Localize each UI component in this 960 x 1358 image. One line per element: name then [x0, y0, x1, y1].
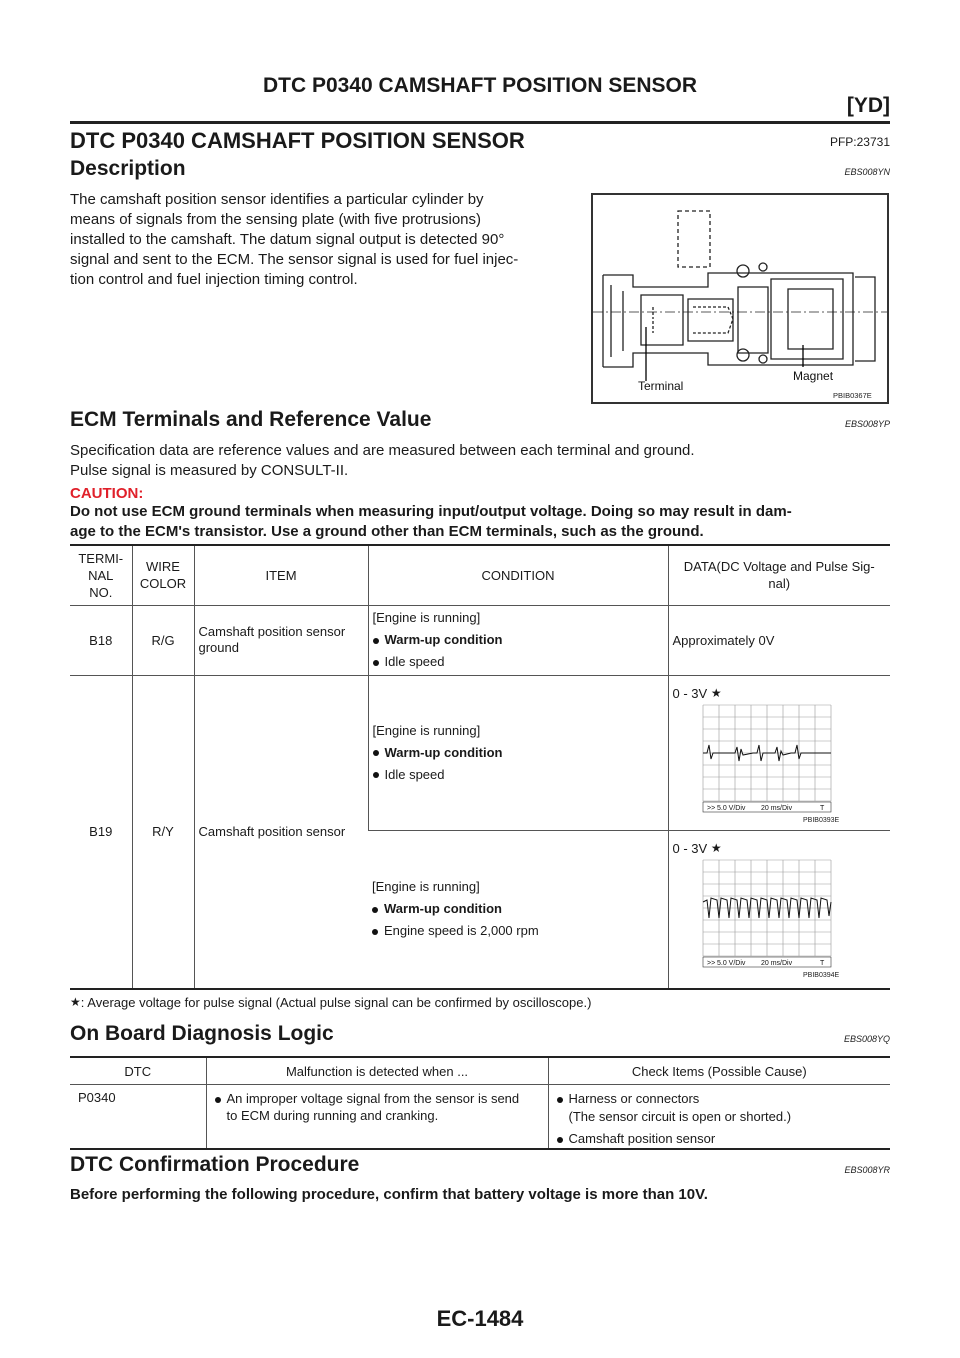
- dtc-code: P0340: [70, 1085, 206, 1150]
- col-condition: CONDITION: [368, 545, 668, 605]
- header-rule: [70, 121, 890, 124]
- description-line: signal and sent to the ECM. The sensor signal is used for fuel injec-: [70, 251, 519, 268]
- caution-label: CAUTION:: [70, 485, 144, 502]
- condition: [368, 830, 668, 989]
- confirm-text: Before performing the following procedure, confirm that battery voltage is more than 10V.: [70, 1186, 708, 1203]
- scope-volt-div: 5.0 V/Div: [716, 959, 745, 967]
- condition-bullet: Warm-up condition: [372, 898, 664, 920]
- oscilloscope-idle: [695, 703, 855, 823]
- table-header-row: [70, 545, 890, 605]
- bullet-icon: [373, 750, 379, 756]
- ecm-tag: EBS008YP: [844, 419, 890, 429]
- scope-trigger-icon: T: [819, 959, 824, 967]
- bullet-icon: [373, 638, 379, 644]
- scope-figure-id: PBIB0393E: [802, 816, 839, 823]
- item: Camshaft position sensor ground: [194, 605, 368, 675]
- data-value: Approximately 0V: [668, 605, 890, 675]
- description-line: means of signals from the sensing plate (with five protrusions): [70, 211, 482, 228]
- col-check-items: Check Items (Possible Cause): [548, 1057, 890, 1085]
- obd-tag: EBS008YQ: [843, 1034, 890, 1044]
- malfunction-condition: [206, 1085, 548, 1150]
- data-value: [668, 830, 890, 989]
- table-row: [70, 675, 890, 830]
- figure-id: PBIB0367E: [833, 391, 872, 400]
- description-text: [70, 190, 585, 290]
- ecm-intro-line: Specification data are reference values and are measured between each terminal and ground.: [70, 442, 695, 459]
- description-line: tion control and fuel injection timing control.: [70, 271, 358, 288]
- caution-text: [70, 502, 890, 542]
- check-items: [548, 1085, 890, 1150]
- bullet-icon: [373, 660, 379, 666]
- condition-bullet: Idle speed: [373, 764, 664, 786]
- col-item: ITEM: [194, 545, 368, 605]
- col-wire-color: WIRE COLOR: [132, 545, 194, 605]
- malfunction-line: An improper voltage signal from the sensor is send: [215, 1090, 540, 1107]
- magnet-label: Magnet: [793, 369, 834, 383]
- condition: [368, 675, 668, 830]
- oscilloscope-2000rpm: [695, 858, 855, 978]
- obd-table: [70, 1056, 890, 1150]
- condition-bullet: Warm-up condition: [373, 742, 664, 764]
- data-voltage: 0 - 3V: [672, 685, 708, 701]
- confirm-heading: DTC Confirmation Procedure: [70, 1153, 360, 1176]
- running-header-code: [YD]: [846, 94, 890, 117]
- condition-head: [Engine is running]: [372, 722, 481, 738]
- check-item-detail: (The sensor circuit is open or shorted.): [568, 1109, 792, 1124]
- description-line: The camshaft position sensor identifies a particular cylinder by: [70, 191, 484, 208]
- condition-bullet: Warm-up condition: [373, 629, 664, 651]
- bullet-icon: [215, 1097, 221, 1103]
- condition-head: [Engine is running]: [372, 879, 480, 895]
- obd-heading: On Board Diagnosis Logic: [70, 1022, 334, 1045]
- table-footnote: [70, 995, 591, 1010]
- col-malfunction: Malfunction is detected when ...: [206, 1057, 548, 1085]
- footnote-text: : Average voltage for pulse signal (Actual pulse signal can be confirmed by oscilloscope.): [80, 995, 592, 1010]
- caution-line: Do not use ECM ground terminals when measuring input/output voltage. Doing so may result in dam-: [70, 503, 792, 520]
- condition: [368, 605, 668, 675]
- col-data: DATA(DC Voltage and Pulse Sig- nal): [668, 545, 890, 605]
- part-number: PFP:23731: [829, 135, 890, 149]
- condition-bullet: Engine speed is 2,000 rpm: [372, 920, 664, 942]
- bullet-icon: [557, 1097, 563, 1103]
- description-tag: EBS008YN: [844, 167, 890, 177]
- terminal-label: Terminal: [638, 379, 684, 393]
- table-header-row: [70, 1057, 890, 1085]
- table-row: [70, 605, 890, 675]
- terminal-no: B18: [70, 605, 132, 675]
- star-icon: ★: [70, 995, 81, 1009]
- sensor-figure: [591, 193, 889, 404]
- scope-trigger-icon: T: [819, 804, 824, 812]
- ecm-terminal-table: [70, 544, 890, 990]
- check-item: Camshaft position sensor: [557, 1130, 883, 1148]
- running-header-title: DTC P0340 CAMSHAFT POSITION SENSOR: [262, 74, 698, 97]
- scope-volt-div: 5.0 V/Div: [716, 804, 745, 812]
- condition-bullet: Idle speed: [373, 651, 664, 673]
- terminal-no: B19: [70, 675, 132, 989]
- scope-time-div: 20 ms/Div: [760, 804, 792, 812]
- scope-icon: >>: [706, 804, 715, 812]
- bullet-icon: [372, 929, 378, 935]
- bullet-icon: [373, 772, 379, 778]
- table-row: [70, 1085, 890, 1150]
- col-dtc: DTC: [70, 1057, 206, 1085]
- description-line: installed to the camshaft. The datum signal output is detected 90°: [70, 231, 505, 248]
- page-number: EC-1484: [436, 1306, 524, 1331]
- wire-color: R/G: [132, 605, 194, 675]
- wire-color: R/Y: [132, 675, 194, 989]
- ecm-heading: ECM Terminals and Reference Value: [70, 408, 432, 431]
- caution-line: age to the ECM's transistor. Use a ground other than ECM terminals, such as the ground.: [70, 523, 704, 540]
- scope-time-div: 20 ms/Div: [760, 959, 792, 967]
- star-icon: ★: [710, 685, 722, 700]
- condition-head: [Engine is running]: [372, 610, 481, 625]
- bullet-icon: [557, 1137, 563, 1143]
- description-heading: Description: [70, 157, 186, 180]
- data-voltage: 0 - 3V: [672, 840, 708, 856]
- ecm-intro: [70, 441, 890, 481]
- bullet-icon: [372, 907, 378, 913]
- confirm-tag: EBS008YR: [844, 1165, 890, 1175]
- scope-icon: >>: [706, 959, 715, 967]
- check-item: Harness or connectors: [557, 1090, 883, 1108]
- scope-figure-id: PBIB0394E: [802, 971, 839, 978]
- ecm-intro-line: Pulse signal is measured by CONSULT-II.: [70, 462, 349, 479]
- page-title: DTC P0340 CAMSHAFT POSITION SENSOR: [70, 128, 525, 153]
- col-terminal: TERMI- NAL NO.: [70, 545, 132, 605]
- item: Camshaft position sensor: [194, 675, 368, 989]
- data-value: [668, 675, 890, 830]
- camshaft-sensor-drawing: [593, 195, 887, 402]
- malfunction-line: to ECM during running and cranking.: [226, 1108, 439, 1123]
- star-icon: ★: [710, 840, 722, 855]
